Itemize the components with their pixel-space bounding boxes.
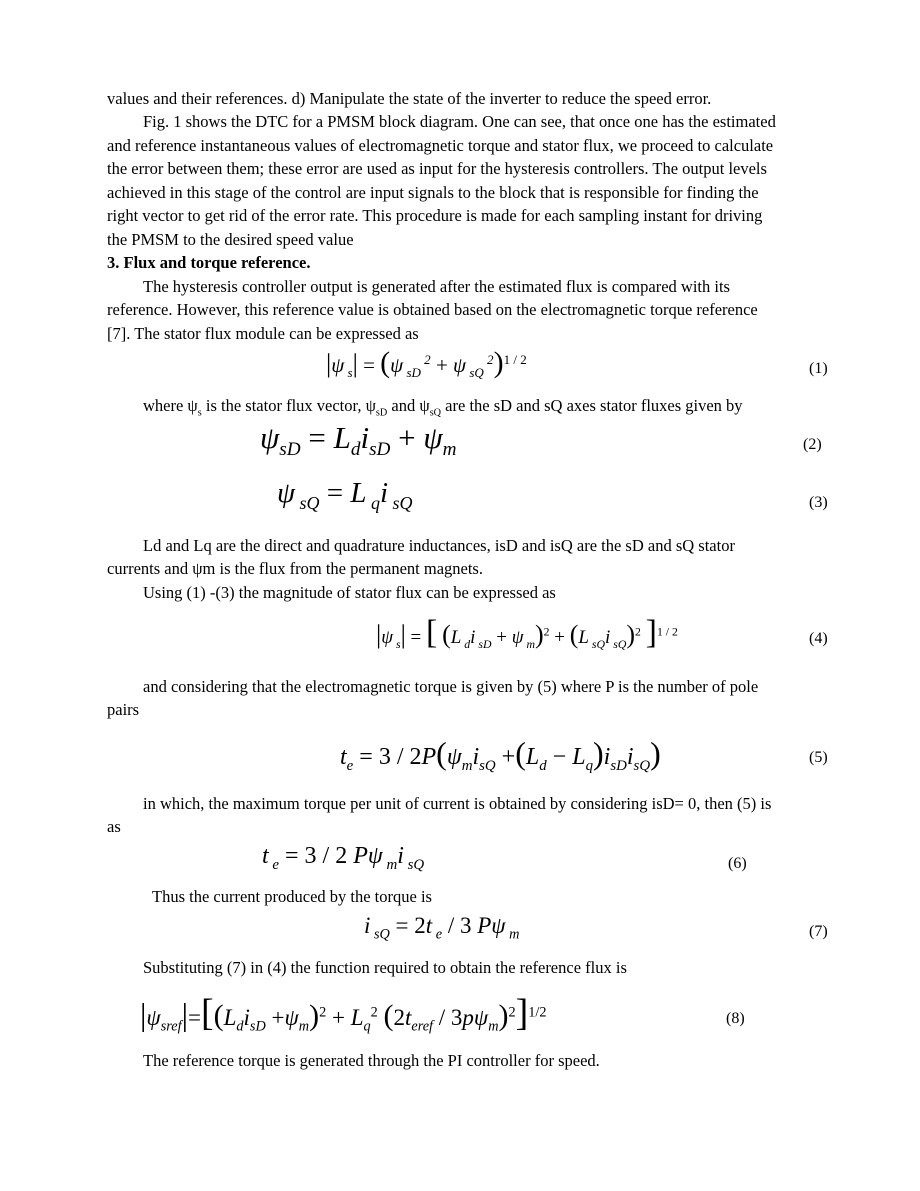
section-heading: 3. Flux and torque reference. (107, 253, 311, 272)
text-line: the PMSM to the desired speed value (107, 230, 354, 249)
equation-3: ψ $_{sQ}$ = L $_q$i $_{sQ}$ (277, 477, 413, 513)
text-line: in which, the maximum torque per unit of current is obtained by considering isD= 0, then (5) is (143, 794, 772, 813)
text-line: The hysteresis controller output is generated after the estimated flux is compared with its (143, 277, 730, 296)
text-line: [7]. The stator flux module can be expressed as (107, 324, 419, 343)
text-line: where $\psi_s$ is the stator flux vector, $\psi_{sD}$ and $\psi_{sQ}$ are the sD and sQ axes stator fluxes given by (143, 396, 743, 419)
equation-1: |ψ $_s$| = (ψ $_{sD}$ $^2$ + ψ $_{sQ}$ $^2$)$^{1 / 2}$ (326, 346, 527, 381)
equation-number: (1) (809, 360, 828, 377)
text-line: Thus the current produced by the torque is (152, 887, 432, 906)
text-line: Substituting (7) in (4) the function required to obtain the reference flux is (143, 958, 627, 977)
text-line: values and their references. d) Manipulate the state of the inverter to reduce the speed error. (107, 89, 712, 108)
equation-6: t $_e$ = 3 / 2 Pψ $_m$i $_{sQ}$ (262, 843, 425, 873)
text-line: Ld and Lq are the direct and quadrature inductances, isD and isQ are the sD and sQ stator (143, 536, 735, 555)
text-line: Using (1) -(3) the magnitude of stator flux can be expressed as (143, 583, 556, 602)
text-line: pairs (107, 700, 140, 719)
equation-number: (8) (726, 1010, 745, 1027)
text-line: Fig. 1 shows the DTC for a PMSM block diagram. One can see, that once one has the estimated (143, 112, 776, 131)
text-line: the error between them; these error are used as input for the hysteresis controllers. The output levels (107, 159, 767, 178)
text-line: and considering that the electromagnetic torque is given by (5) where P is the number of pole (143, 677, 759, 696)
equation-number: (6) (728, 855, 747, 872)
equation-number: (5) (809, 749, 828, 766)
equation-7: i $_{sQ}$ = 2t $_e$ / 3 Pψ $_m$ (364, 913, 520, 943)
equation-number: (3) (809, 494, 828, 511)
text-line: reference. However, this reference value is obtained based on the electromagnetic torque reference (107, 300, 758, 319)
equation-number: (2) (803, 436, 822, 453)
text-line: and reference instantaneous values of electromagnetic torque and stator flux, we proceed to calculate (107, 136, 774, 155)
text-line: achieved in this stage of the control are input signals to the block that is responsible for finding the (107, 183, 759, 202)
text-line: right vector to get rid of the error rate. This procedure is made for each sampling instant for driving (107, 206, 763, 225)
equation-number: (4) (809, 630, 828, 647)
equation-2: $\psi_{sD} = L_di_{sD} + \psi_m$ (260, 420, 457, 461)
text-line: as (107, 817, 121, 836)
equation-8: $|\psi_{sref}|=[(L_di_{sD} +\psi_m)^2 + L_q^2$ $(2t_{eref} / 3p\psi_m)^2]^{1/2}$ (140, 992, 547, 1035)
equation-4: |ψ $_s$| = [ (L $_d$i $_{sD}$ + ψ $_m$)$^2$ + (L $_{sQ}$i $_{sQ}$)$^2$ ]$^{1 / 2}$ (376, 614, 678, 651)
equation-5: $t_e = 3 / 2P(\psi_mi_{sQ} +(L_d - L_q)i_{sD}i_{sQ})$ (340, 735, 661, 774)
equation-number: (7) (809, 923, 828, 940)
text-line: The reference torque is generated through the PI controller for speed. (143, 1051, 600, 1070)
text-line: currents and ψm is the flux from the permanent magnets. (107, 559, 483, 578)
